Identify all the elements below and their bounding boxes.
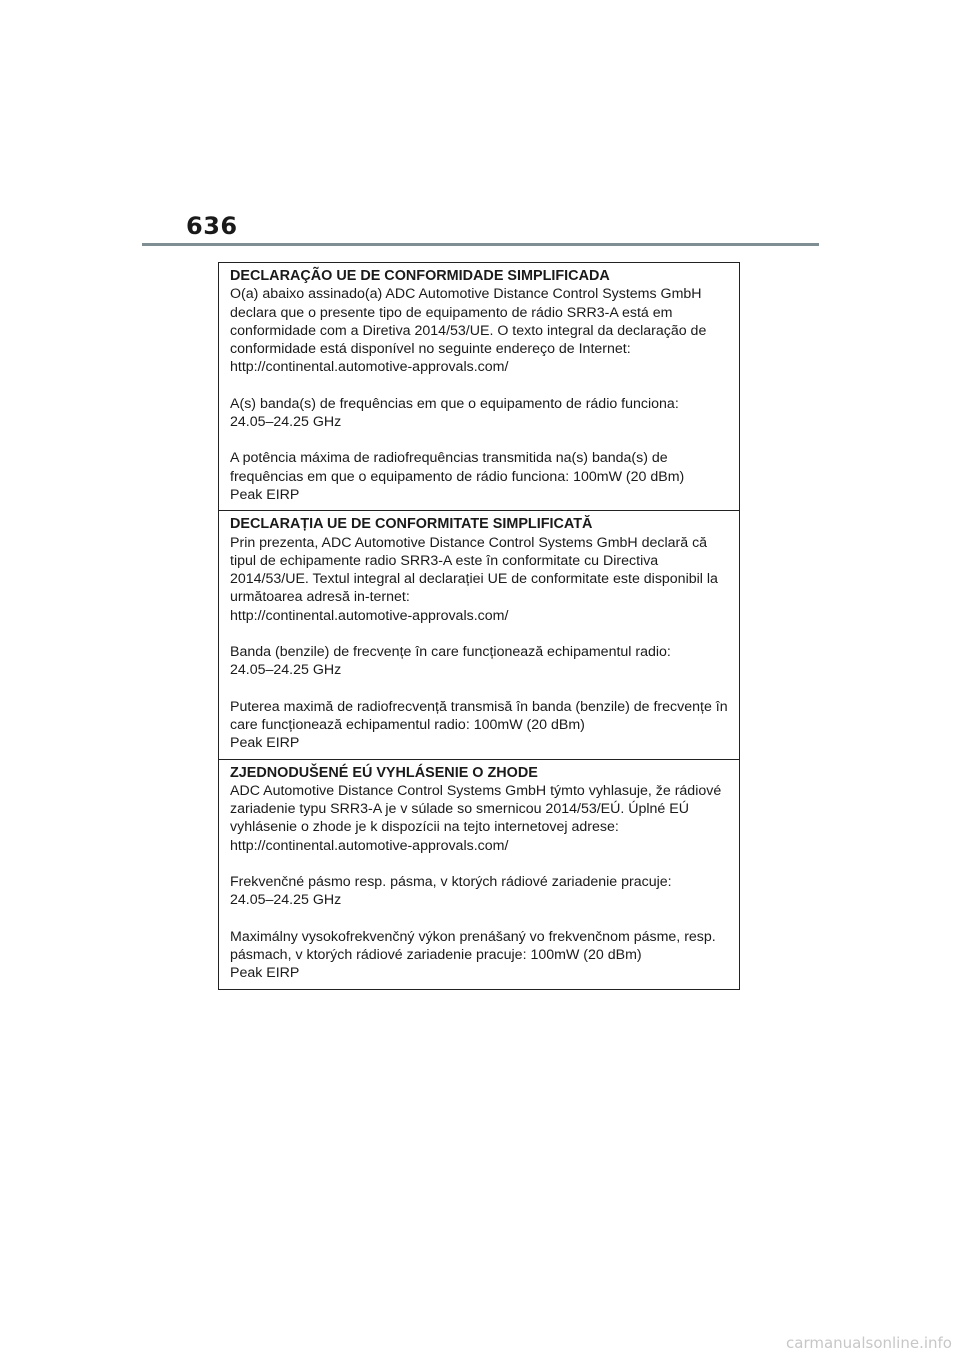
section-title: ZJEDNODUŠENÉ EÚ VYHLÁSENIE O ZHODE bbox=[230, 764, 538, 781]
band-value: 24.05–24.25 GHz bbox=[230, 892, 342, 909]
header-rule bbox=[142, 243, 819, 246]
power-text: Maximálny vysokofrekvenčný výkon prenášaný vo frekvenčnom pásme, resp. pásmach, v ktorých rádiové zariadenie pracuje: 100mW (20 dBm) bbox=[230, 928, 716, 963]
declaration-text: Prin prezenta, ADC Automotive Distance Control Systems GmbH declară că tipul de echipamente radio SRR3-A este în conformitate cu Directiva 2014/53/UE. Textul integral al declarației UE de conformitate este disponibil la următoarea adresă in-ternet: bbox=[230, 534, 718, 606]
watermark: carmanualsonline.info bbox=[786, 1334, 952, 1352]
declaration-text: O(a) abaixo assinado(a) ADC Automotive Distance Control Systems GmbH declara que o presente tipo de equipamento de rádio SRR3-A está em conformidade com a Diretiva 2014/53/UE. O texto integral da declaração de conformidade está disponível no seguinte endereço de Internet: bbox=[230, 286, 707, 358]
section-title: DECLARAȚIA UE DE CONFORMITATE SIMPLIFICATĂ bbox=[230, 516, 593, 533]
declaration-section-romanian bbox=[219, 510, 739, 758]
power-unit: Peak EIRP bbox=[230, 486, 300, 503]
page-number: 636 bbox=[186, 212, 238, 240]
band-label: Banda (benzile) de frecvențe în care funcționează echipamentul radio: bbox=[230, 644, 671, 661]
declaration-text: ADC Automotive Distance Control Systems GmbH týmto vyhlasuje, že rádiové zariadenie typu SRR3-A je v súlade so smernicou 2014/53/EÚ. Úplné EÚ vyhlásenie o zhode je k dispozícii na tejto internetovej adrese: bbox=[230, 782, 722, 836]
declarations-box bbox=[218, 262, 740, 990]
declaration-section-slovak bbox=[219, 759, 739, 989]
declaration-url[interactable]: http://continental.automotive-approvals.com/ bbox=[230, 837, 509, 854]
band-value: 24.05–24.25 GHz bbox=[230, 414, 342, 431]
power-text: A potência máxima de radiofrequências transmitida na(s) banda(s) de frequências em que o equipamento de rádio funciona: 100mW (20 dBm) bbox=[230, 450, 685, 485]
declaration-url[interactable]: http://continental.automotive-approvals.com/ bbox=[230, 607, 509, 624]
power-text: Puterea maximă de radiofrecvență transmisă în banda (benzile) de frecvențe în care funcționează echipamentul radio: 100mW (20 dBm) bbox=[230, 698, 728, 733]
band-label: Frekvenčné pásmo resp. pásma, v ktorých rádiové zariadenie pracuje: bbox=[230, 874, 672, 891]
power-unit: Peak EIRP bbox=[230, 965, 300, 982]
declaration-url[interactable]: http://continental.automotive-approvals.com/ bbox=[230, 359, 509, 376]
band-value: 24.05–24.25 GHz bbox=[230, 662, 342, 679]
band-label: A(s) banda(s) de frequências em que o equipamento de rádio funciona: bbox=[230, 395, 679, 412]
section-title: DECLARAÇÃO UE DE CONFORMIDADE SIMPLIFICADA bbox=[230, 268, 610, 284]
declaration-section-portuguese bbox=[219, 263, 739, 510]
power-unit: Peak EIRP bbox=[230, 735, 300, 752]
